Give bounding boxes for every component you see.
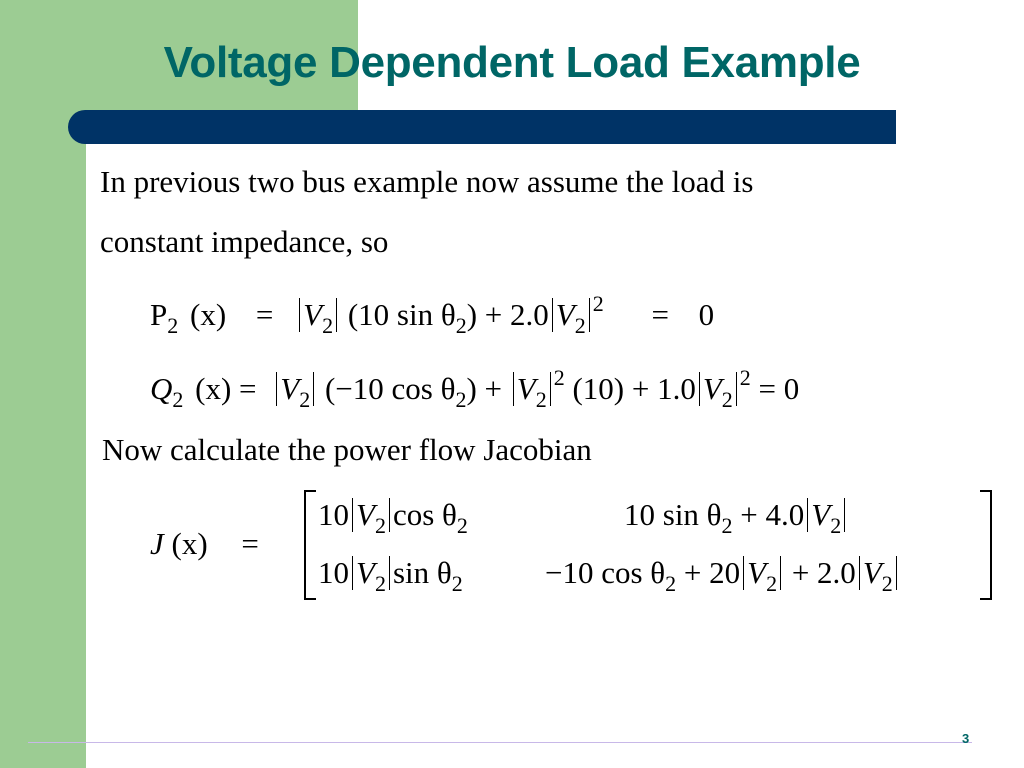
- matrix-r2c1: 10 $V_2$ $\sin \theta_2$: [318, 555, 463, 596]
- jacobian-lhs: J (x) =: [150, 526, 259, 561]
- matrix-r1c2: 10 $\sin \theta_2 + 4.0$ $V_2$: [624, 498, 848, 532]
- q2-equation: $Q_2$ $(x) = V_2$ (−10 $\cos \theta_2) + V_2^2$ (10) + 1.0 $V_2^2 = 0$: [150, 365, 800, 412]
- p2-equation: $P_2$ $(x) = V_2$ (10 $\sin \theta_2) + 2.0$ $V_2^2 = 0$: [150, 291, 715, 338]
- title-divider-bar: [68, 110, 896, 144]
- matrix-r1c1: 10 $V_2$ $\cos \theta_2$: [318, 497, 468, 538]
- matrix-left-bracket: [304, 490, 316, 600]
- matrix-right-bracket: [980, 490, 992, 600]
- page-number: 3: [962, 731, 970, 746]
- intro-line-2: constant impedance, so: [100, 224, 389, 259]
- footer-divider: [28, 742, 972, 743]
- intro-line-1: In previous two bus example now assume the load is: [100, 164, 754, 199]
- jacobian-intro: Now calculate the power flow Jacobian: [102, 432, 592, 467]
- matrix-r2c2: −10 $\cos \theta_2 + 20$ $V_2 + 2.0$ $V_2$: [545, 556, 900, 590]
- slide-title: Voltage Dependent Load Example: [163, 38, 861, 87]
